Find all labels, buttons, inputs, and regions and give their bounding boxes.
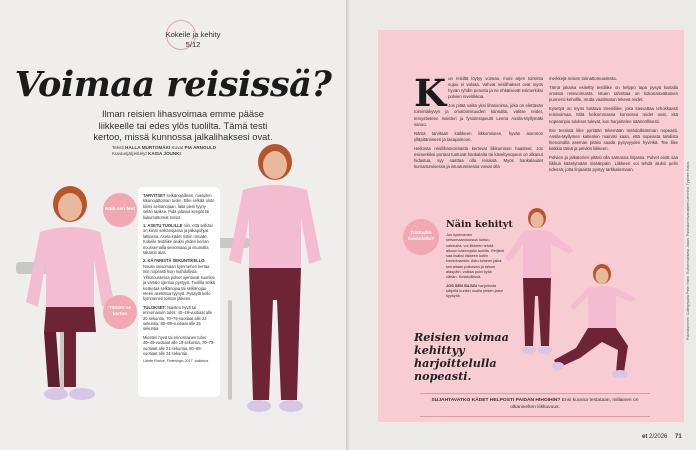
section-label: [143, 30, 243, 50]
body-paragraph: Kysetyä on myös luistava treeniliike, joka kasvattaa tehokkaasti reisivoimaa. Mitä heikommassa kunnossa reidet ovat, sitä nopeampia tulokset tulevat, kun harjoittelee säännöllisesti.: [549, 106, 678, 124]
needs-paragraph: [143, 193, 215, 220]
step1-paragraph: [143, 223, 215, 255]
left-page: [0, 0, 346, 450]
body-column-1: [414, 71, 543, 176]
footer-teaser: [420, 398, 650, 411]
how-to-improve-title: Näin kehityt: [446, 219, 513, 230]
leggings: [249, 268, 301, 400]
woman-standing-figure: [215, 140, 335, 420]
body-paragraph: merkkejä reisien toimattomuudesta.: [549, 76, 617, 81]
shoe: [538, 346, 552, 354]
footer-teaser-bold: SUJAHTAVATKO KÄDET HELPOSTI PAIDAN HIHOIHIN?: [431, 398, 561, 403]
leggings: [554, 328, 628, 372]
shoe: [44, 388, 68, 400]
pull-quote: Reisien voimaa kehittyy harjoittelulla nopeasti.: [414, 330, 509, 383]
improve-text: harjoitusta kärjellä kunkin osalla yhden jalan kyykyllä.: [446, 282, 503, 299]
what-it-tells-bubble: Tämän se kertoo: [103, 295, 137, 329]
page-number: 71: [675, 434, 682, 440]
leggings: [523, 278, 551, 346]
credit-name: HALLA MURTOMÄKI: [125, 145, 171, 150]
body-paragraph: Nämä tarvitaan kaikkeen liikkumiseen, hyvän asennon ylläpitämiseen ja tasapainoon.: [414, 130, 543, 142]
leggings: [44, 332, 60, 387]
body-text: un reisiltä löytyy voimaa, moni arjen toiminta sujuu ei valvaa. Vahvat reisilihakset ovat myös hyvän ryhdin perusta ja ne ehkäisevät esimerkiksi polvien nivelrikkoa.: [448, 76, 543, 100]
step2-label: 2. KÄYNNISTÄ SEKUNTIKELLO.: [143, 258, 206, 264]
needs-label: TARVITSET: [143, 193, 166, 198]
results-paragraph: [143, 305, 215, 332]
source-note: Lähde Finrivé, Fintervayo 2017 -tutkimus.: [143, 359, 210, 364]
step2-text: Nouse seisomaan kymmenen kertaa niin nopeasti kuin mahdollista. Ylösnoustessa polvet ojentuvat suoriksi ja vartalo ojentuu pystyyn. Tuolilla selkä kosketaa selkänojaa tai selkänojan eteen asetettua tyynyä. Pysäytä kello kymmenen toiston jälkeen.: [143, 263, 215, 302]
face: [58, 193, 82, 221]
body-paragraph: Polvien ja jalkaterien pitäisi olla samassa linjassa. Polvet eivät saa liikkua kääntymään sisäänpäin. Liikkeen voi tehdä aluksi pelin edessä, jotta linjaaista pystyy tarkkailemaan.: [549, 155, 678, 173]
woman-lunge-figure: [552, 262, 642, 382]
footer-divider: [420, 393, 650, 394]
needs-text: selkänojallisen, mieluiten käsinojattoman tuolin. Ellei selkää oloto kiinni seinänojaan, laita pieni tyyny selän taakse. Pidä jalassa kengät tai liukumattomat tossut.: [143, 193, 215, 220]
credit-label: Kuvausjärjestelyt: [112, 151, 147, 157]
footer-divider: [420, 416, 650, 417]
shoe: [612, 370, 628, 378]
section-name: Kokeile ja kehity: [165, 30, 221, 39]
face: [596, 268, 609, 284]
sweater: [26, 227, 114, 307]
step1-text: niin, että selkäsi on kiinni selkänojassa ja jalkapohjat lattiassa. Aseta kädet ristiin rinnalle. Kokeile testiliike aluksi yhden kerran noussemalla seisomaan ja istumalla takaisin alas.: [143, 223, 213, 256]
magazine-issue: 2/2026: [649, 434, 668, 440]
sweater: [570, 286, 636, 328]
face: [263, 151, 287, 179]
section-number: 5/12: [185, 40, 201, 49]
step1-label: 1. ASETU TUOLILLE: [143, 223, 183, 229]
body-column-2: [549, 76, 678, 176]
article-body: [414, 71, 678, 176]
lead-paragraph: Ilman reisien lihasvoimaa emme pääse liikkeelle tai edes ylös tuolilta. Tämä testi kertoo, missä kunnossa jalkalihaksesi ovat.: [93, 108, 273, 142]
sweater: [229, 185, 321, 268]
instructions-box: [138, 187, 220, 397]
credit-label: Teksti: [112, 145, 124, 150]
how-to-improve-text: [446, 232, 504, 299]
how-to-bubble: Näin sen teet: [103, 193, 137, 227]
results-text-men: Miesten hyvä tai erinomainen tulos: 40–49-vuotiaat alle 19 sekuntia, 70–79-vuotiaat alle 21 sekuntia, 80–89-vuotiaat alle 24 sekuntia.: [143, 334, 215, 356]
results-text-women: Naisten hyvä tai erinomainen tulos: 40–49-vuotiaat alle 20 sekuntia, 70–79-vuotiaat alle 22 sekuntia, 80–89-vuotiaat alle 25 sekuntia.: [143, 304, 213, 332]
shoe: [522, 346, 536, 354]
body-paragraph: Heikosta reisilihasvoimasta kertovat liikkumisen haasteet. Jos esimerkiksi portaat tuntuvat hankalalta tai käveltynopeus on alkanut hidastua, syy saattaa olla reisissä. Myös hankalaudet kumartumisessa ja istuutumisessa voivat olla: [414, 145, 543, 170]
shoe: [247, 400, 271, 412]
footer-teaser-text: Ensi kuussa testataan, millainen on olkanivelten liikkuvuus.: [510, 398, 639, 410]
face: [531, 212, 544, 228]
credit-name: KAISA JOUNKI: [148, 151, 181, 157]
body-paragraph: Tämä jakaisa esiteltty testiliike on helppo tapa pysyä kartalla omasta reisivoimasta. Istuen tahoittaa on kokonaisvaltainen punnersi kehollle, mutta vaatimaton tekevä reidet.: [549, 85, 678, 103]
credit-label: Kuvat: [171, 145, 184, 150]
credit-name: PIA ARNOULD: [184, 145, 217, 150]
step2-paragraph: [143, 258, 215, 301]
spine-credits: Pukeutuminen: Collegepaita Peter Hahn, Ruhanmahkesa Jobos. Pukeutumisvarusteet Lemmlist. Tyylinen Halos.: [686, 160, 690, 340]
body-paragraph: Itse testissä liike pyritään tekemään mahdollisimman nopeasti. Assila-Myllymen kaltenkin mainitsi kaan, että nopeasta tahdista hienoinalla aseman pitäisi saada pysyvyyden hyvinkä. Tee liike kaikkia tämä ja pelvkin liikkeen.: [549, 127, 678, 151]
page-footer: [642, 434, 682, 440]
drop-cap: K: [414, 71, 447, 115]
improve-paragraph: Jos kymmenen seisomaannousua tuntuu vaikealta, voi liikkeen tehdä alkuun käsinojalla tuolilla. Reijistä saa lisäksi liikkeen kotiin toimintaankin. Astu toiseen jalka kerrallaan polkavan ja taisun alaspäin, vaikka polvi kyllä vähän. Keskivälissä.: [446, 232, 504, 280]
guide-bubble: Tuntuuko hankalalta?: [403, 219, 439, 255]
magazine-label: et: [642, 434, 648, 440]
improve-paragraph: [446, 283, 504, 299]
page-title: Voimaa reisissä?: [14, 64, 332, 105]
body-paragraph: Jos pitää valita yksi lihasvoima, joka on elettävän toimintakyvyn ja omatoimisuuden kannalta, valitse reidet, tervystieteen maisteri ja fysioterapeutti Leena Assila-Myllymäki sanoo.: [414, 103, 543, 127]
shoe: [69, 388, 95, 400]
results-label: TULOKSET:: [143, 304, 166, 310]
shoe: [552, 362, 564, 370]
improve-bold: JOS SEN SUJUU: [446, 282, 478, 288]
shoe: [279, 400, 303, 412]
